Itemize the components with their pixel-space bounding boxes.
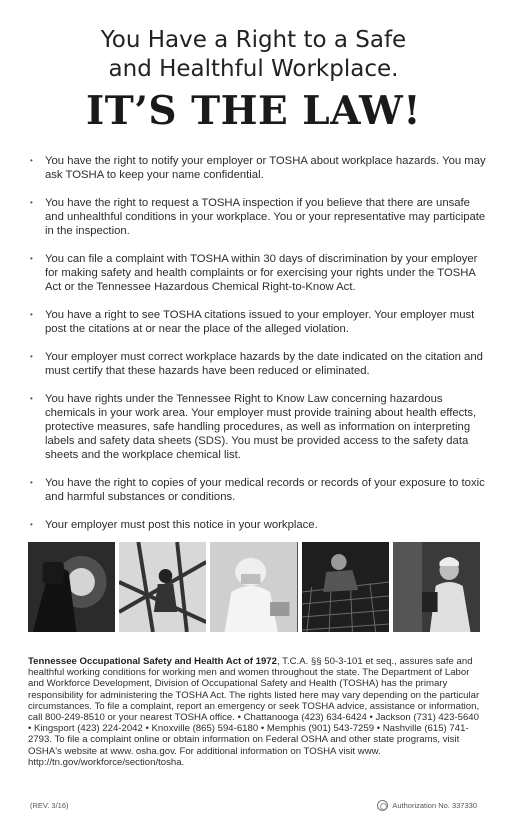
authorization-number: Authorization No. 337330 [392, 801, 477, 810]
its-the-law-banner: IT’S THE LAW! [86, 88, 421, 134]
rights-list [28, 154, 488, 546]
right-item [28, 154, 488, 182]
bullet-icon: • [30, 254, 33, 263]
welder-photo [28, 542, 115, 632]
industrial-worker-photo [393, 542, 480, 632]
right-item [28, 476, 488, 504]
footer-statement [28, 656, 480, 768]
ironworker-photo [119, 542, 206, 632]
headline [0, 26, 507, 84]
lab-worker-photo [210, 542, 297, 632]
right-item-text: Your employer must correct workplace hazards by the date indicated on the citation and must certify that these hazards have been reduced or eliminated. [45, 351, 483, 377]
right-item [28, 308, 488, 336]
authorization [377, 800, 477, 811]
bullet-icon: • [30, 520, 33, 529]
right-item-text: You have the right to request a TOSHA inspection if you believe that there are unsafe and unhealthful conditions in your workplace. You or your representative may participate in the inspection. [45, 197, 486, 237]
revision-label: (REV. 3/16) [30, 801, 69, 810]
act-name: Tennessee Occupational Safety and Health Act of 1972 [28, 656, 277, 667]
right-item-text: You have a right to see TOSHA citations issued to your employer. Your employer must post the citations at or near the place of the alleged violation. [45, 309, 475, 335]
bullet-icon: • [30, 198, 33, 207]
seal-icon [377, 800, 388, 811]
headline-line-2: and Healthful Workplace. [108, 56, 399, 82]
right-item-text: You have the right to copies of your medical records or records of your exposure to toxic and harmful substances or conditions. [45, 477, 485, 503]
right-item [28, 518, 488, 532]
right-item-text: You have rights under the Tennessee Right to Know Law concerning hazardous chemicals in your work area. Your employer must provide training about health effects, protective measures, safe handling procedures, as well as information on interpreting labels and safety data sheets (SDS). You must be provided access to the safety data sheets and the workplace chemical list. [45, 393, 477, 461]
right-item [28, 196, 488, 238]
bullet-icon: • [30, 478, 33, 487]
bullet-icon: • [30, 310, 33, 319]
right-item-text: You can file a complaint with TOSHA within 30 days of discrimination by your employer for making safety and health complaints or for exercising your rights under the TOSHA Act or the Tennessee Hazardous Chemical Right-to-Know Act. [45, 253, 478, 293]
bullet-icon: • [30, 156, 33, 165]
right-item [28, 392, 488, 462]
right-item-text: Your employer must post this notice in your workplace. [45, 519, 318, 531]
bullet-icon: • [30, 352, 33, 361]
right-item [28, 350, 488, 378]
headline-line-1: You Have a Right to a Safe [100, 27, 407, 53]
photo-strip [28, 542, 480, 632]
solar-panel-worker-photo [302, 542, 389, 632]
bullet-icon: • [30, 394, 33, 403]
right-item [28, 252, 488, 294]
right-item-text: You have the right to notify your employer or TOSHA about workplace hazards. You may ask TOSHA to keep your name confidential. [45, 155, 486, 181]
footer-body: , T.C.A. §§ 50-3-101 et seq., assures safe and healthful working conditions for working men and women throughout the state. The Department of Labor and Workforce Development, Division of Occupational Safety and Health (TOSHA) has the primary responsibility for administering the TOSHA Act. The rights listed here may vary depending on the particular circumstances. To file a complaint, report an emergency or seek TOSHA advice, assistance or information, call 800-249-8510 or your nearest TOSHA office. • Chattanooga (423) 634-6424 • Jackson (731) 423-5640 • Kingsport (423) 224-2042 • Knoxville (865) 594-6180 • Memphis (901) 543-7259 • Nashville (615) 741-2793. To file a complaint online or obtain information on Federal OSHA and other state programs, visit OSHA's website at www. osha.gov. For additional information on TOSHA visit www. http://tn.gov/workforce/section/tosha. [28, 656, 480, 768]
